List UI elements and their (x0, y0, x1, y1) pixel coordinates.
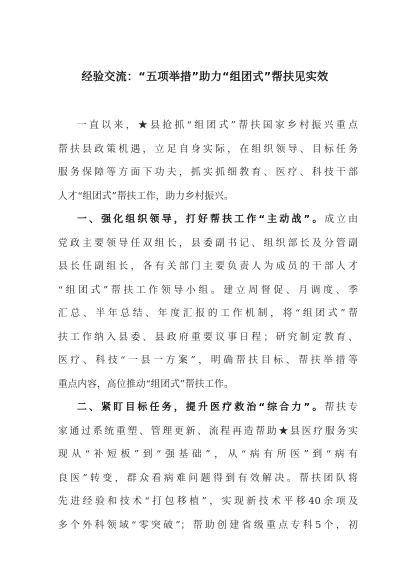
paragraph-line: 良医”转变，群众看病难问题得到有效解决。帮扶团队将 (58, 472, 358, 484)
section-heading: 一、强化组织领导，打好帮扶工作“主动战”。 (77, 214, 325, 225)
paragraph-line: “组团式”帮扶工作领导小组。建立周督促、月调度、季 (58, 284, 358, 296)
paragraph-line: 多个外科领域“零突破”；帮助创建省级重点专科5个，初 (58, 519, 358, 531)
paragraph-line: 服务保障等方面下功夫，抓实抓细教育、医疗、科技干部 (58, 167, 358, 178)
paragraph-line: 人才“组团式”帮扶工作，助力乡村振兴。 (58, 190, 234, 202)
paragraph-line: 一直以来，★县抢抓“组团式”帮扶国家乡村振兴重点 (77, 120, 358, 131)
paragraph-line: 帮扶县政策机遇，立足自身实际，在组织领导、目标任务 (58, 143, 358, 155)
paragraph-line: 县长任副组长，各有关部门主要负责人为成员的干部人才 (58, 261, 358, 272)
paragraph-text: 帮扶专 (324, 402, 358, 413)
paragraph-line: 现从“补短板”到“强基础”，从“病有所医”到“病有 (58, 449, 358, 460)
paragraph-line: 医疗、科技“一县一方案”，明确帮扶目标、帮扶举措等 (58, 355, 358, 366)
section-heading: 二、紧盯目标任务，提升医疗救治“综合力”。 (77, 402, 325, 413)
document-body (58, 114, 358, 537)
paragraph-line: 党政主要领导任双组长，县委副书记、组织部长及分管副 (58, 237, 358, 249)
paragraph-line: 重点内容，高位推动“组团式”帮扶工作。 (58, 378, 234, 390)
paragraph-line: 先进经验和技术“打包移植”，实现新技术平移40余项及 (58, 496, 358, 507)
paragraph-line: 汇总、半年总结、年度汇报的工作机制，将“组团式”帮 (58, 308, 358, 319)
document-title: 经验交流：“五项举措”助力“组团式”帮扶见实效 (81, 70, 329, 83)
section-heading-line (58, 396, 358, 420)
section-heading-line (58, 208, 358, 232)
paragraph-line: 家通过系统重塑、管理更新、流程再造帮助★县医疗服务实 (58, 425, 358, 437)
paragraph-line: 扶工作纳入县委、县政府重要议事日程；研究制定教育、 (58, 331, 358, 343)
paragraph-text: 成立由 (324, 214, 358, 225)
